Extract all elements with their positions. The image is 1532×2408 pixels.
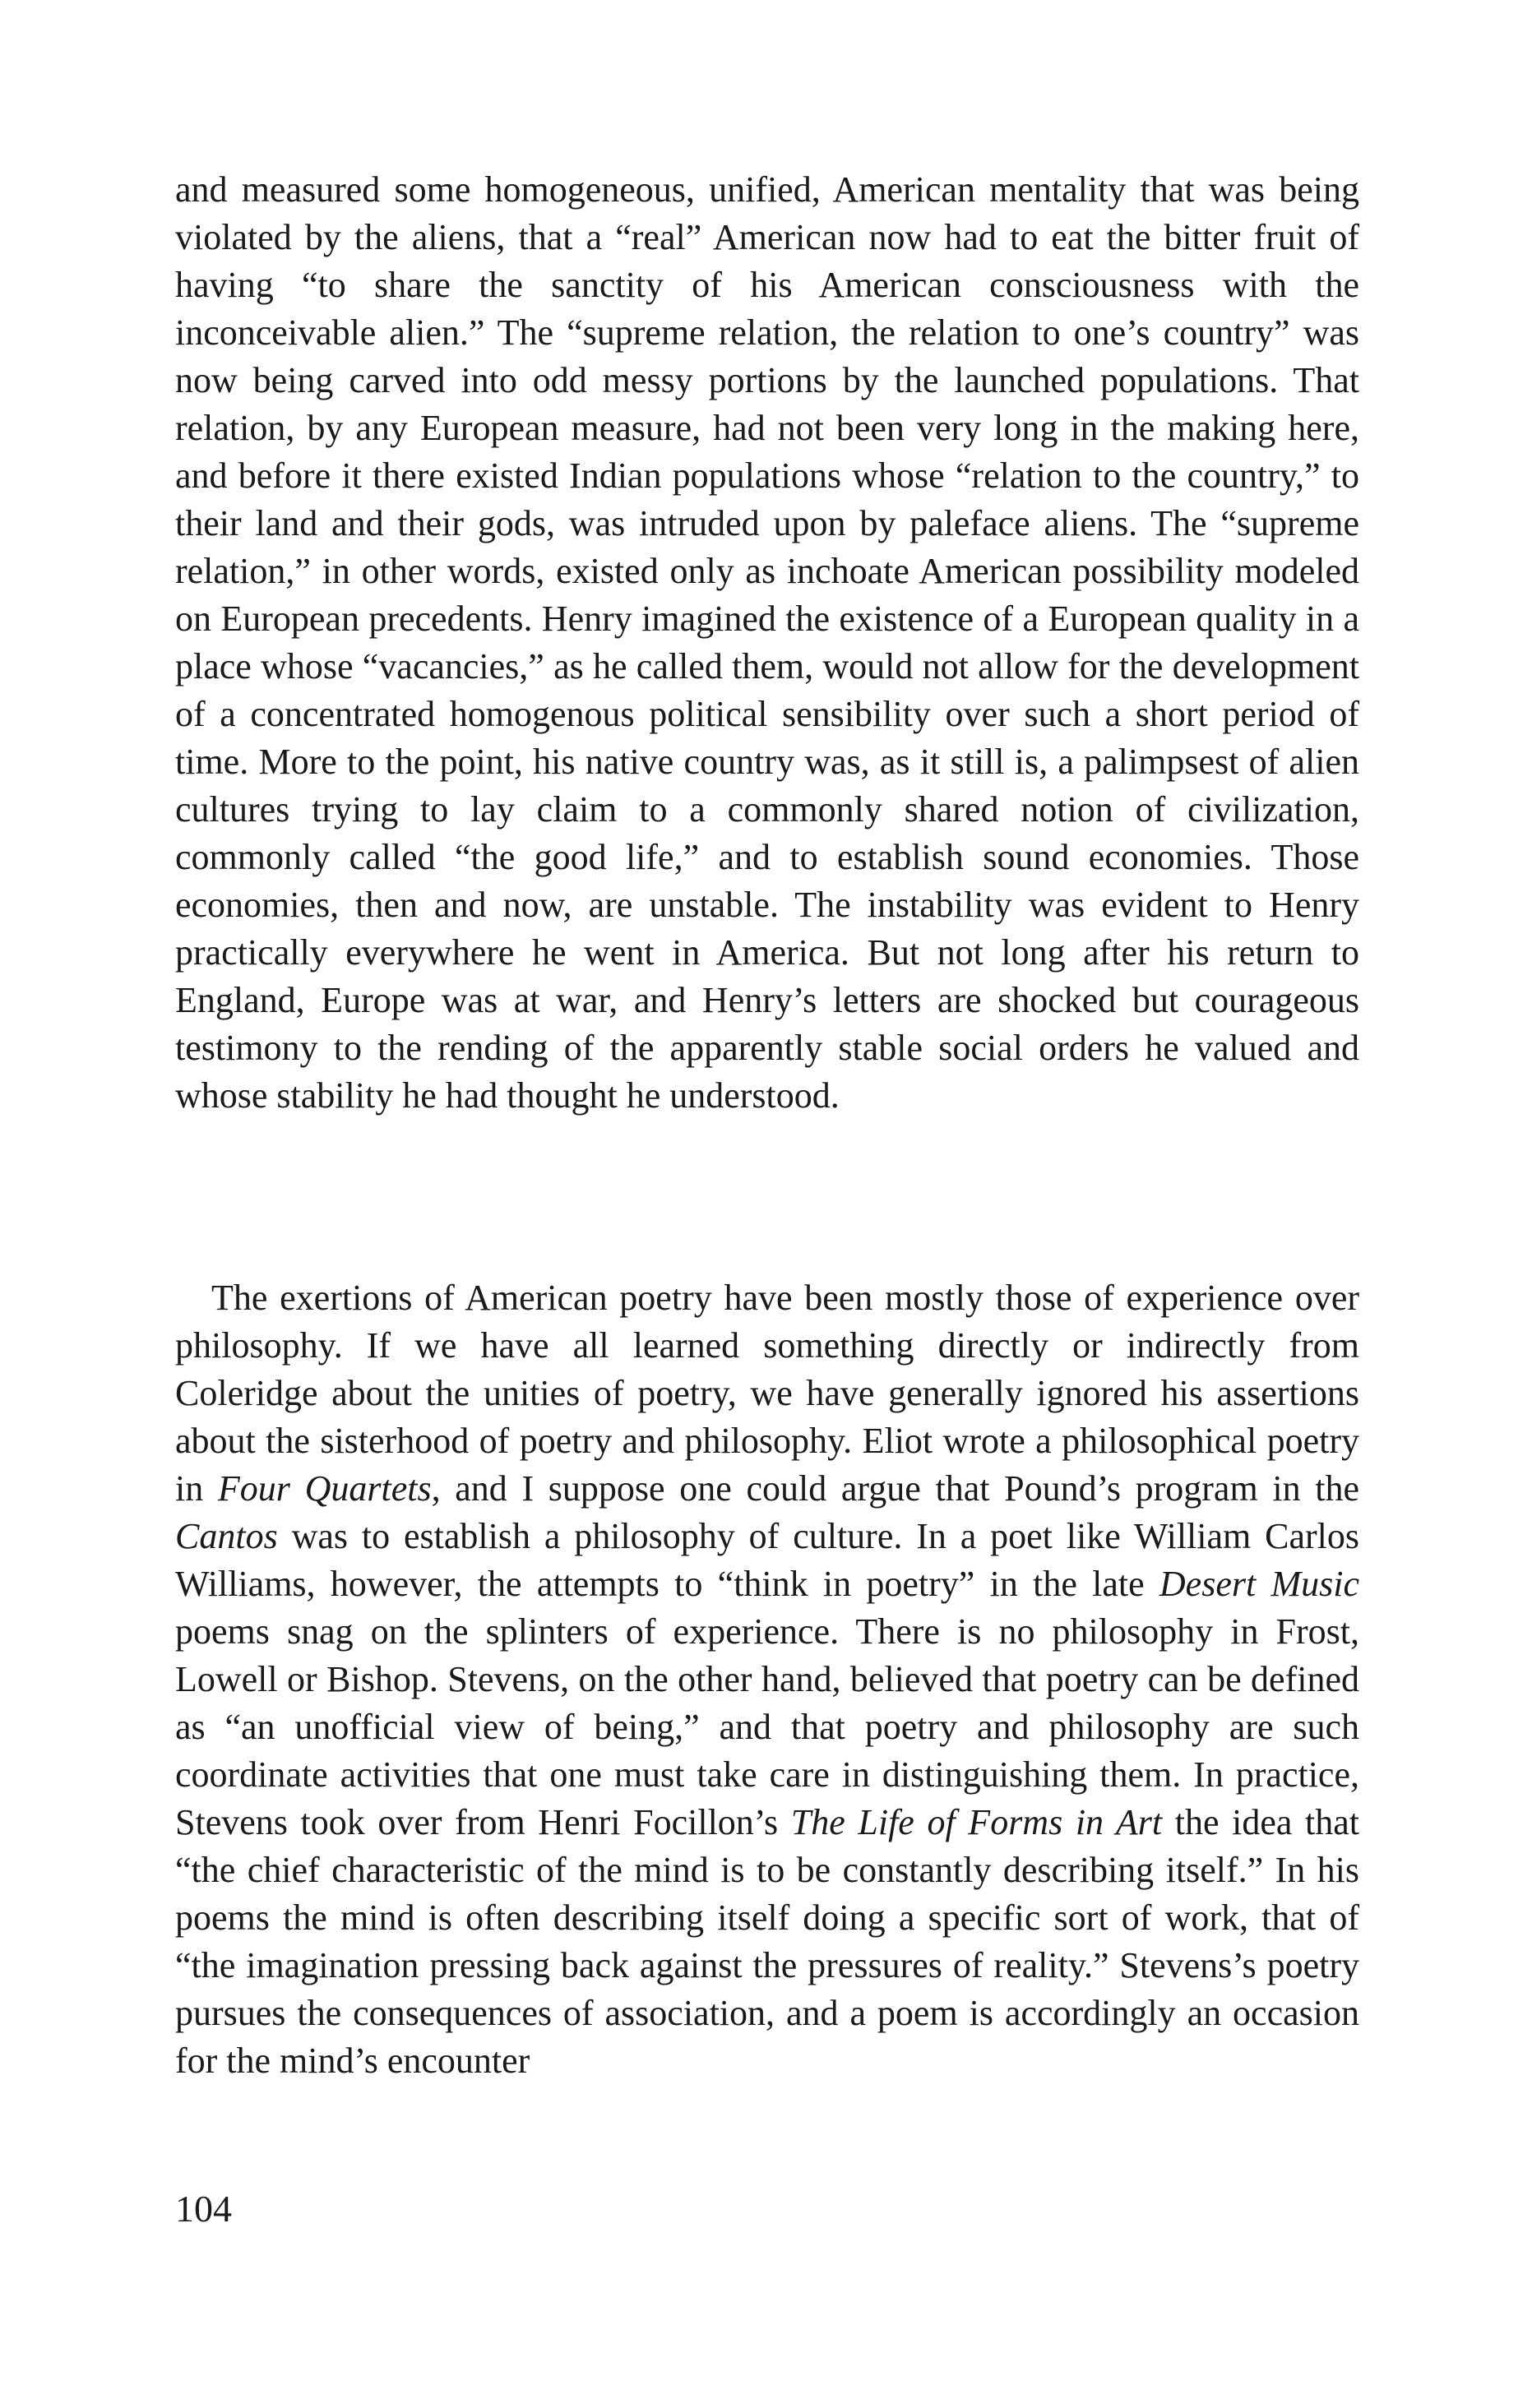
paragraph-text-segment: , and I suppose one could argue that Pound’s program in the xyxy=(431,1468,1360,1509)
paragraph-text-segment: was to establish a philosophy of culture. In a poet like William Carlos Williams, however, the attempts to “think in poetry” in the late xyxy=(175,1516,1359,1604)
title-desert-music: Desert Music xyxy=(1159,1564,1359,1604)
page-number: 104 xyxy=(175,2188,232,2230)
paragraph-continuation: and measured some homogeneous, unified, American mentality that was being violated by the aliens, that a “real” American now had to eat the bitter fruit of having “to share the sanctity of his American consciousness with the inconceivable alien.” The “supreme relation, the relation to one’s country” was now being carved into odd messy portions by the launched populations. That relation, by any European measure, had not been very long in the making here, and before it there existed Indian populations whose “relation to the country,” to their land and their gods, was intruded upon by paleface aliens. The “supreme relation,” in other words, existed only as inchoate American possibility modeled on European precedents. Henry imagined the existence of a European quality in a place whose “vacancies,” as he called them, would not allow for the development of a concentrated homogenous political sensibility over such a short period of time. More to the point, his native country was, as it still is, a palimpsest of alien cultures trying to lay claim to a commonly shared notion of civilization, commonly called “the good life,” and to establish sound economies. Those economies, then and now, are unstable. The instability was evident to Henry practically everywhere he went in America. But not long after his return to England, Europe was at war, and Henry’s letters are shocked but courageous testimony to the rending of the apparently stable social orders he valued and whose stability he had thought he understood. xyxy=(175,169,1359,1116)
paragraph-text-segment: The exertions of American poetry have been mostly those of experience over philosophy. If we have all learned something directly or indirectly from Coleridge about the unities of poetry, we have generally ignored his assertions about the sisterhood of poetry and philosophy. Eliot wrote a philosophical poetry in xyxy=(175,1278,1359,1509)
title-four-quartets: Four Quartets xyxy=(217,1468,432,1509)
paragraph-text-segment: poems snag on the splinters of experience. There is no philosophy in Frost, Lowell or Bishop. Stevens, on the other hand, believed that poetry can be defined as “an unofficial view of being,” and that poetry and philosophy are such coordinate activities that one must take care in distinguishing them. In practice, Stevens took over from Henri Focillon’s xyxy=(175,1611,1359,1842)
paragraph-poetry-philosophy xyxy=(175,1274,1359,2085)
paragraph-text-segment: the idea that “the chief characteristic of the mind is to be constantly describing itself.” In his poems the mind is often describing itself doing a specific sort of work, that of “the imagination pressing back against the pressures of reality.” Stevens’s poetry pursues the consequences of association, and a poem is accordingly an occasion for the mind’s encounter xyxy=(175,1802,1360,2081)
title-life-of-forms-in-art: The Life of Forms in Art xyxy=(790,1802,1163,1842)
title-cantos: Cantos xyxy=(175,1516,278,1556)
